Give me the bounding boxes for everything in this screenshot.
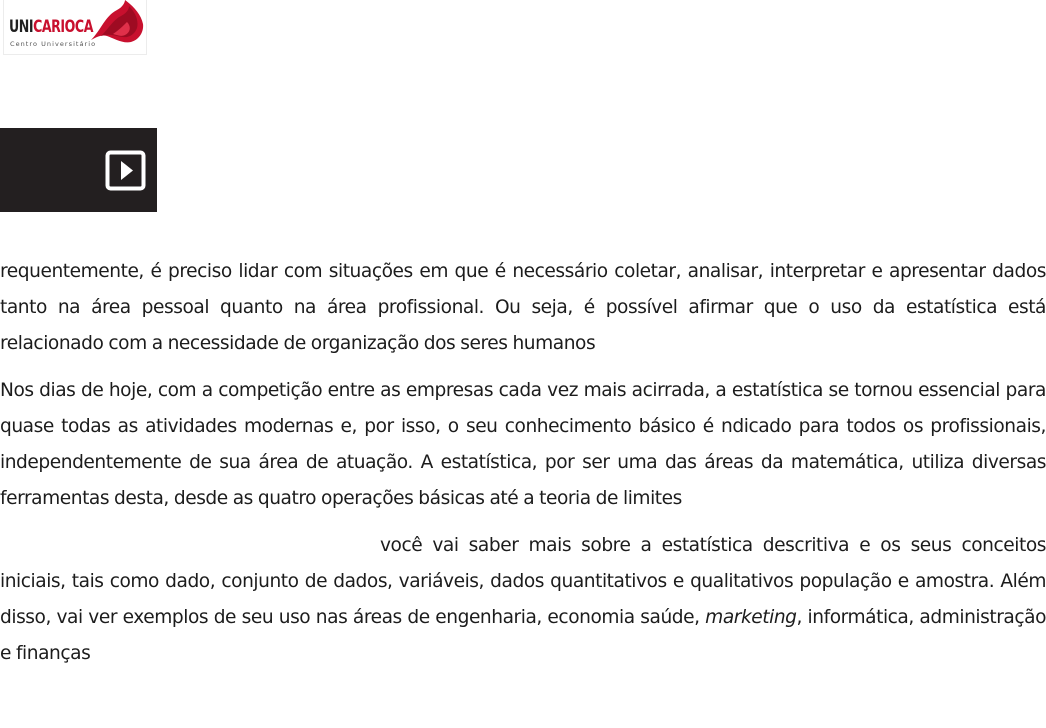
paragraph-learning-goals — [0, 528, 1046, 672]
paragraph-learning-goals-text: você vai saber mais sobre a estatística descritiva e os seus conceitos iniciais, tais como dado, conjunto de dados, variáveis, dados quantitativos e qualitativos população e amostra. Além disso, vai ver exemplos de seu uso nas áreas de engenharia, economia saúde, — [0, 535, 1046, 628]
marketing-term: marketing — [705, 607, 797, 628]
logo-subtitle: Centro Universitário — [10, 40, 97, 48]
paragraph-learning-goals-tail: , informática, administração e finanças — [0, 607, 1046, 664]
paragraph-competition: Nos dias de hoje, com a competição entre as empresas cada vez mais acirrada, a estatística se tornou essencial para quase todas as atividades modernas e, por isso, o seu conhecimento básico é ndicado para todos os profissionais, independentemente de sua área de atuação. A estatística, por ser uma das áreas da matemática, utiliza diversas ferramentas desta, desde as quatro operações básicas até a teoria de limites — [0, 380, 1046, 509]
play-icon[interactable] — [105, 150, 146, 191]
logo-wordmark: UNICARIOCA — [9, 17, 93, 37]
paragraph-intro: requentemente, é preciso lidar com situações em que é necessário coletar, analisar, interpretar e apresentar dados tanto na área pessoal quanto na área profissional. Ou seja, é possível afirmar que o uso da estatística está relacionado com a necessidade de organização dos seres humanos — [0, 261, 1046, 354]
unicarioca-logo — [4, 0, 146, 54]
article-body — [0, 254, 1046, 683]
logo-flame-icon — [87, 0, 147, 44]
video-play-block[interactable] — [0, 128, 157, 212]
